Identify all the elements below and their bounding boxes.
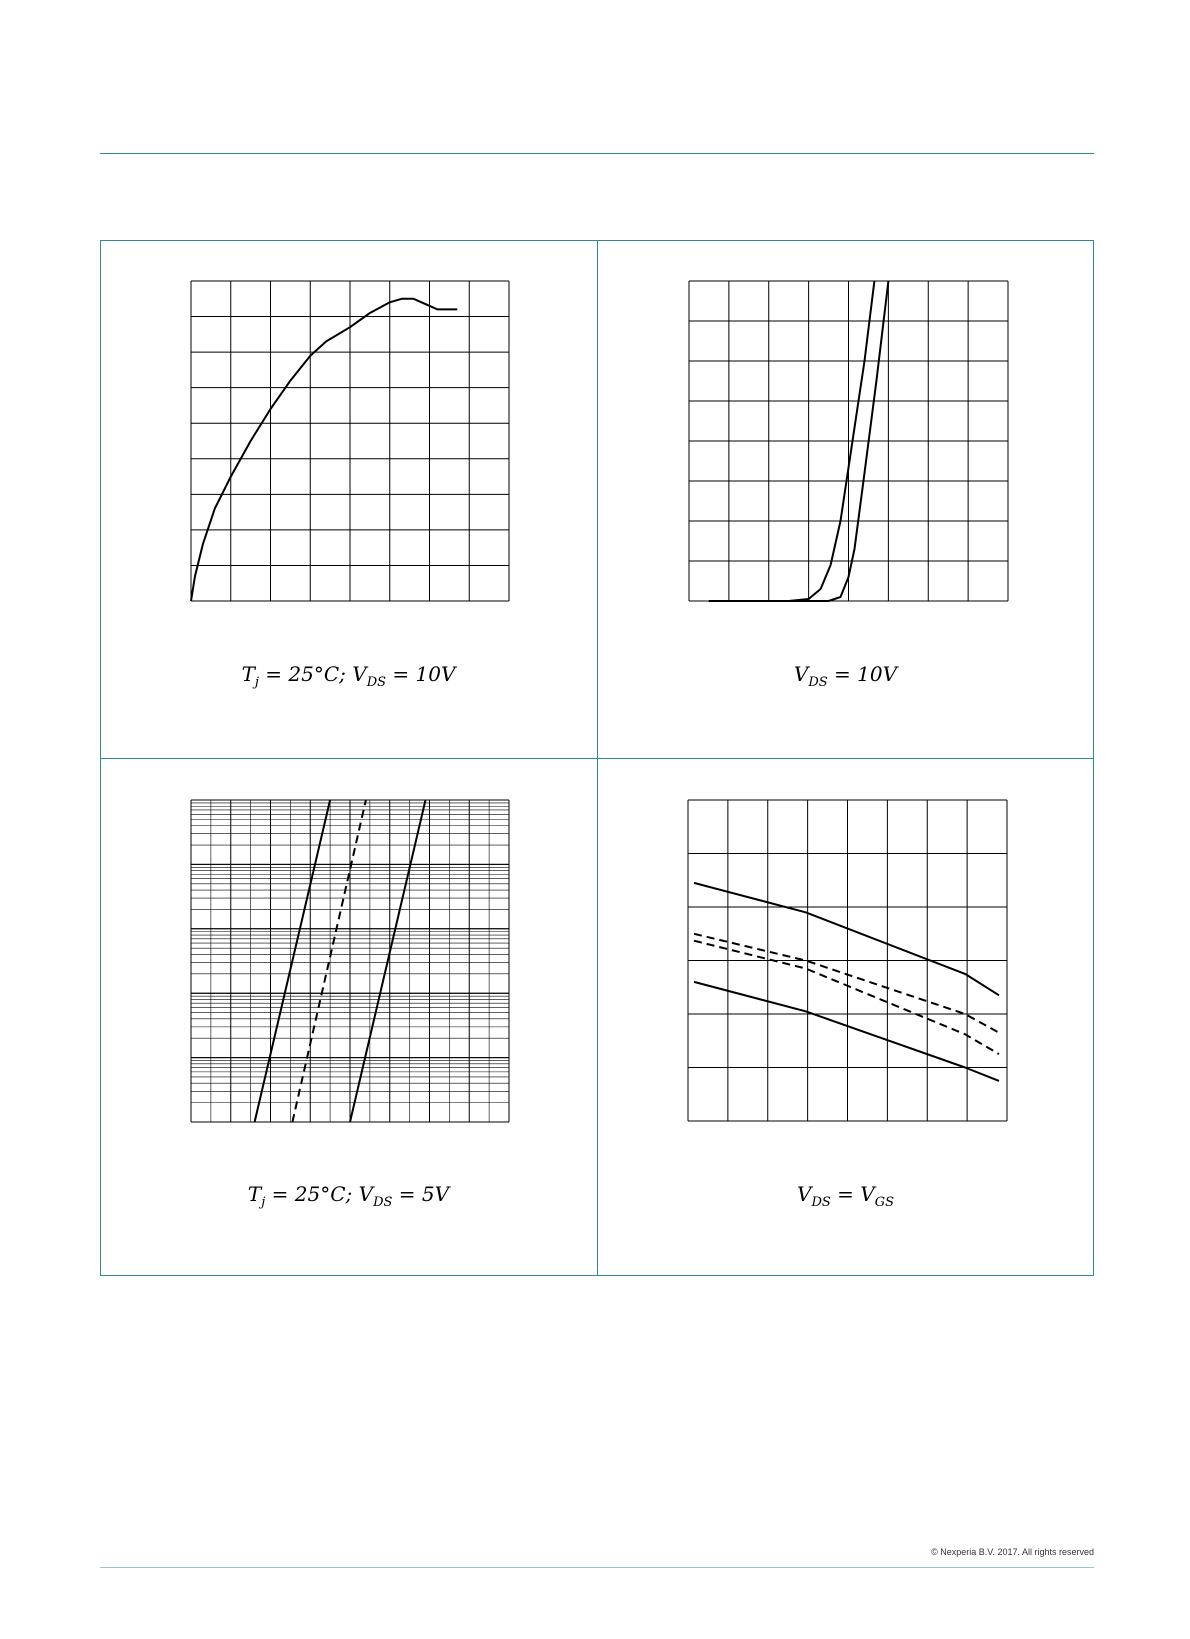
chart-2-condition: $V_{DS} = 10V$	[793, 662, 898, 690]
series-line	[694, 883, 999, 995]
copyright-notice: © Nexperia B.V. 2017. All rights reserved	[931, 1547, 1094, 1557]
chart-3-condition: $T_j = 25^\circ C$; $V_{DS} = 5V$	[247, 1182, 450, 1210]
series-line	[255, 800, 331, 1122]
footer-rule	[100, 1567, 1094, 1568]
grid	[191, 800, 509, 1122]
series-line	[350, 800, 426, 1122]
header-rule	[100, 153, 1094, 154]
chart-2	[689, 281, 1008, 601]
chart-1	[191, 281, 509, 601]
chart-4	[688, 800, 1007, 1121]
grid	[688, 800, 1007, 1121]
series-line	[694, 982, 999, 1081]
chart-3	[191, 800, 509, 1122]
grid	[689, 281, 1008, 601]
series-line	[694, 934, 999, 1033]
series-line	[292, 800, 366, 1122]
series-line	[694, 941, 999, 1054]
grid	[191, 281, 509, 601]
chart-1-condition: $T_j = 25^\circ C$; $V_{DS} = 10V$	[241, 662, 456, 690]
chart-4-condition: $V_{DS} = V_{GS}$	[796, 1182, 894, 1210]
figure-divider-horizontal	[100, 758, 1094, 759]
